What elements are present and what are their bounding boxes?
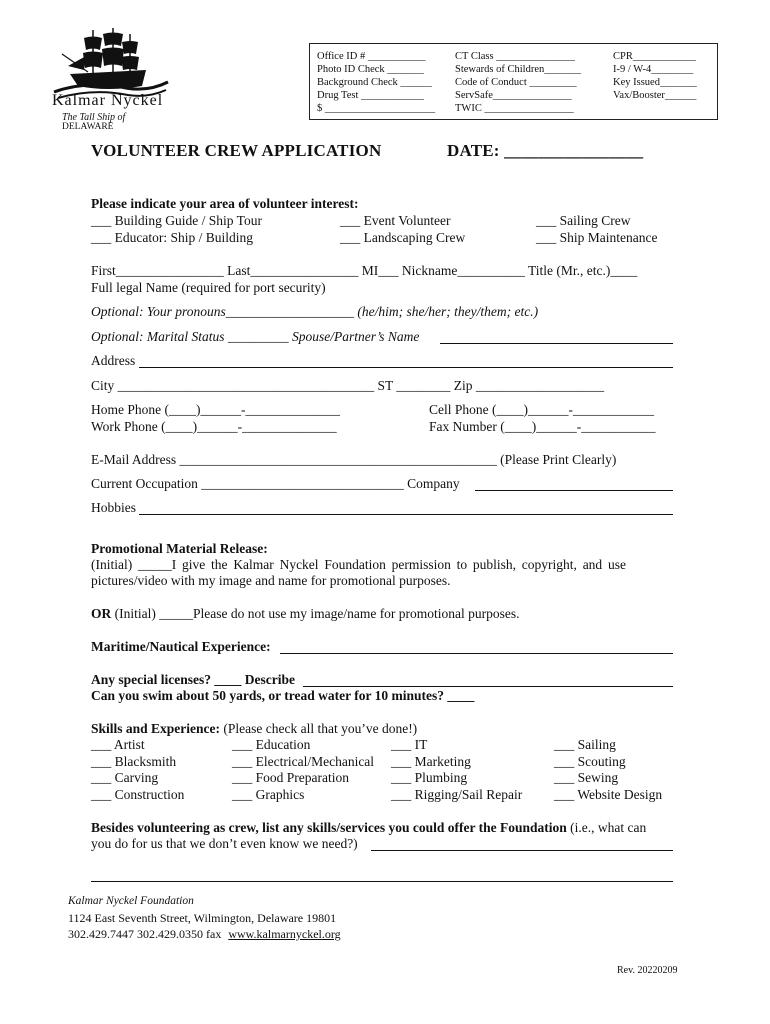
date-field[interactable]: DATE: ________________ xyxy=(447,141,644,160)
interest-option[interactable]: ___ Building Guide / Ship Tour xyxy=(91,213,262,228)
occupation-field[interactable]: Current Occupation ______________________________ Company xyxy=(91,476,460,491)
skill-option[interactable]: ___ Food Preparation xyxy=(232,770,349,786)
skill-option[interactable]: ___ Construction xyxy=(91,787,185,803)
skills-col-2 xyxy=(232,737,374,804)
office-field: Background Check ______ xyxy=(317,77,432,88)
spouse-name-line[interactable] xyxy=(440,343,673,344)
skill-option[interactable]: ___ Artist xyxy=(91,737,145,752)
office-field: Drug Test ____________ xyxy=(317,90,424,101)
work-phone-field[interactable]: Work Phone (____)______-______________ xyxy=(91,419,337,434)
company-line[interactable] xyxy=(475,490,673,491)
besides-rest: (i.e., what can xyxy=(566,820,647,835)
skill-option[interactable]: ___ Rigging/Sail Repair xyxy=(391,787,523,803)
skill-option[interactable]: ___ Sailing xyxy=(554,737,616,752)
office-field: Vax/Booster______ xyxy=(613,90,697,101)
interest-option[interactable]: ___ Ship Maintenance xyxy=(536,230,658,245)
promo-decline-text: (Initial) _____Please do not use my image/name for promotional purposes. xyxy=(111,606,520,621)
office-field: CT Class _______________ xyxy=(455,51,575,62)
home-phone-field[interactable]: Home Phone (____)______-______________ xyxy=(91,402,340,417)
interest-option[interactable]: ___ Landscaping Crew xyxy=(340,230,466,245)
skills-title: Skills and Experience: xyxy=(91,721,221,736)
revision-label: Rev. 20220209 xyxy=(617,965,678,976)
office-field: Stewards of Children_______ xyxy=(455,64,581,75)
skills-col-3 xyxy=(391,737,522,804)
licenses-label: Any special licenses? ____ Describe xyxy=(91,672,295,687)
legal-name-label: Full legal Name (required for port security) xyxy=(91,280,326,295)
or-label: OR xyxy=(91,606,112,621)
maritime-label: Maritime/Nautical Experience: xyxy=(91,639,271,654)
office-field: $ _____________________ xyxy=(317,103,436,114)
footer-contact xyxy=(68,927,341,942)
licenses-line[interactable] xyxy=(303,686,673,687)
office-col-2 xyxy=(455,50,581,115)
form-title: VOLUNTEER CREW APPLICATION xyxy=(91,141,382,160)
promo-decline-initial[interactable] xyxy=(91,606,520,622)
footer-website-link[interactable]: www.kalmarnyckel.org xyxy=(228,927,341,941)
cell-phone-field[interactable]: Cell Phone (____)______-____________ xyxy=(429,402,654,417)
office-field: ServSafe_______________ xyxy=(455,90,572,101)
address-line[interactable] xyxy=(139,367,673,368)
office-col-3 xyxy=(613,50,697,102)
skill-option[interactable]: ___ Blacksmith xyxy=(91,753,177,769)
promo-consent-text: pictures/video with my image and name for promotional purposes. xyxy=(91,573,451,588)
besides-question-line2: you do for us that we don’t even know we need?) xyxy=(91,836,358,851)
footer-org: Kalmar Nyckel Foundation xyxy=(68,895,194,907)
logo-tagline-1: The Tall Ship of xyxy=(62,112,126,123)
fax-field[interactable]: Fax Number (____)______-___________ xyxy=(429,419,656,434)
office-field: TWIC _________________ xyxy=(455,103,574,114)
swim-question[interactable]: Can you swim about 50 yards, or tread water for 10 minutes? ____ xyxy=(91,688,475,703)
pronouns-field[interactable]: Optional: Your pronouns___________________ (he/him; she/her; they/them; etc.) xyxy=(91,304,539,319)
office-field: Office ID # ___________ xyxy=(317,51,426,62)
hobbies-line[interactable] xyxy=(139,514,673,515)
email-field[interactable]: E-Mail Address _______________________________________________ (Please Print Clearly) xyxy=(91,452,617,467)
skill-option[interactable]: ___ Marketing xyxy=(391,753,471,769)
interest-option[interactable]: ___ Sailing Crew xyxy=(536,213,631,228)
skill-option[interactable]: ___ Sewing xyxy=(554,770,619,786)
interest-heading: Please indicate your area of volunteer interest: xyxy=(91,196,359,211)
besides-answer-line-2[interactable] xyxy=(91,881,673,882)
skill-option[interactable]: ___ Carving xyxy=(91,770,159,786)
address-label: Address xyxy=(91,353,136,368)
marital-status-field[interactable]: Optional: Marital Status _________ Spouse/Partner’s Name xyxy=(91,329,420,344)
office-field: I-9 / W-4________ xyxy=(613,64,694,75)
skill-option[interactable]: ___ Plumbing xyxy=(391,770,468,786)
skill-option[interactable]: ___ IT xyxy=(391,737,428,752)
logo-org-name: Kalmar Nyckel xyxy=(52,92,164,109)
skills-note: (Please check all that you’ve done!) xyxy=(220,721,418,736)
skill-option[interactable]: ___ Education xyxy=(232,737,311,752)
maritime-line[interactable] xyxy=(280,653,673,654)
office-use-box xyxy=(309,43,718,120)
name-fields[interactable]: First________________ Last________________ MI___ Nickname__________ Title (Mr., etc.)____ xyxy=(91,263,638,278)
besides-question xyxy=(91,820,646,836)
city-state-zip-field[interactable]: City ______________________________________ ST ________ Zip ___________________ xyxy=(91,378,605,393)
skills-col-1 xyxy=(91,737,184,804)
promo-heading: Promotional Material Release: xyxy=(91,541,268,556)
office-field: Key Issued_______ xyxy=(613,77,697,88)
promo-consent-initial[interactable]: (Initial) _____I give the Kalmar Nyckel Foundation permission to publish, copyright, and use xyxy=(91,557,626,572)
footer-phones: 302.429.7447 302.429.0350 fax xyxy=(68,927,222,941)
skills-col-4 xyxy=(554,737,662,804)
office-col-1 xyxy=(317,50,435,115)
besides-answer-line-1[interactable] xyxy=(371,850,673,851)
besides-bold: Besides volunteering as crew, list any skills/services you could offer the Foundation xyxy=(91,820,567,835)
skill-option[interactable]: ___ Scouting xyxy=(554,753,626,769)
office-field: CPR____________ xyxy=(613,51,696,62)
skill-option[interactable]: ___ Graphics xyxy=(232,787,305,803)
kalmar-nyckel-logo xyxy=(48,26,198,132)
office-field: Code of Conduct _________ xyxy=(455,77,577,88)
interest-option[interactable]: ___ Educator: Ship / Building xyxy=(91,230,253,245)
footer-address: 1124 East Seventh Street, Wilmington, Delaware 19801 xyxy=(68,911,337,925)
skills-heading xyxy=(91,721,417,737)
skill-option[interactable]: ___ Electrical/Mechanical xyxy=(232,753,375,769)
logo-tagline-2: DELAWARE xyxy=(62,122,114,132)
interest-option[interactable]: ___ Event Volunteer xyxy=(340,213,451,228)
skill-option[interactable]: ___ Website Design xyxy=(554,787,663,803)
hobbies-label: Hobbies xyxy=(91,500,136,515)
office-field: Photo ID Check _______ xyxy=(317,64,425,75)
